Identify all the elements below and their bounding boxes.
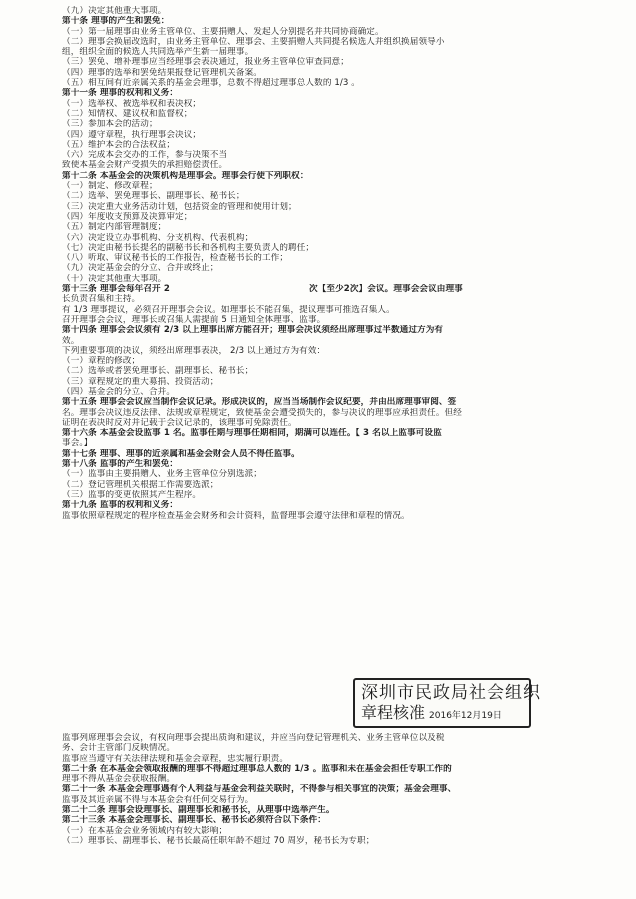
text-line: 下列重要事项的决议，须经出席理事表决， 2/3 以上通过方为有效： (62, 345, 326, 356)
text-line: 长负责召集和主持。 (62, 294, 141, 305)
stamp-date: 2016年12月19日 (429, 711, 502, 721)
text-line: 第二十二条 理事会设理事长、副理事长和秘书长，从理事中选举产生。 (62, 805, 335, 816)
text-line: 致使本基金会财产受损失的承担赔偿责任。 (62, 160, 228, 171)
charter-text-upper (62, 6, 618, 521)
text-line: （十）决定其他重大事项。 (62, 273, 167, 284)
text-line: （八）听取、审议秘书长的工作报告，检查秘书长的工作； (62, 253, 289, 264)
text-line: 第十四条 理事会会议须有 2/3 以上理事出席方能召开；理事会决议须经出席理事过半数通过方为有 (62, 325, 444, 336)
text-line: 第二十一条 本基金会理事遇有个人利益与基金会利益关联时，不得参与相关事宜的决策；基金会理事、 (62, 784, 457, 795)
text-line: 事会。】 (62, 438, 93, 449)
text-line: （一）制定、修改章程； (62, 181, 158, 192)
charter-text-lower (62, 733, 618, 846)
text-line: 第十五条 理事会会议应当制作会议记录。形成决议的，应当当场制作会议纪要，并由出席理事审阅、签 (62, 397, 457, 408)
text-line: 第十九条 监事的权利和义务： (62, 500, 179, 511)
text-line: （二）登记管理机关根据工作需要选派； (62, 479, 219, 490)
text-line: 第二十条 在本基金会领取报酬的理事不得超过理事总人数的 1/3 。监事和未在基金会担任专职工作的 (62, 763, 452, 774)
text-line: 有 1/3 理事提议，必须召开理事会会议。如理事长不能召集，提议理事可推选召集人。 (62, 304, 395, 315)
text-line: 效。 (62, 335, 80, 346)
text-line: 第十六条 本基金会设监事 1 名。监事任期与理事任期相同，期满可以连任。【 3 名以上监事可设监 (62, 428, 442, 439)
text-line: （四）理事的选举和罢免结果报登记管理机关备案。 (62, 67, 262, 78)
text-line: 第十八条 监事的产生和罢免： (62, 459, 179, 470)
text-line: 名。理事会决议违反法律、法规或章程规定，致使基金会遭受损失的，参与决议的理事应承担责任。但经 (62, 407, 462, 418)
text-line: （二）理事长、副理事长、秘书长最高任职年龄不超过 70 周岁，秘书长为专职； (62, 835, 375, 846)
text-line: （一）监事由主要捐赠人、业务主管单位分别选派； (62, 469, 262, 480)
text-line: 监事依照章程规定的程序检查基金会财务和会计资料，监督理事会遵守法律和章程的情况。 (62, 510, 410, 521)
text-line: 理事不得从基金会获取报酬。 (62, 774, 176, 785)
text-line: （四）遵守章程，执行理事会决议； (62, 129, 202, 140)
stamp-line-2 (361, 703, 523, 726)
text-line: （二）选举或者罢免理事长、副理事长、秘书长； (62, 366, 254, 377)
text-line: （四）年度收支预算及决算审定； (62, 211, 193, 222)
text-line: 第十一条 理事的权利和义务： (62, 88, 179, 99)
text-line: （四）基金会的分立、合并。 (62, 386, 176, 397)
text-line: 第二十三条 本基金会理事长、副理事长、秘书长必须符合以下条件： (62, 815, 326, 826)
text-line: （九）决定其他重大事项。 (62, 6, 167, 16)
text-line: （七）决定由秘书长提名的副秘书长和各机构主要负责人的聘任； (62, 242, 315, 253)
text-line: （六）决定设立办事机构、分支机构、代表机构； (62, 232, 254, 243)
text-line: （一）选举权、被选举权和表决权； (62, 98, 202, 109)
text-line: （三）监事的变更依照其产生程序。 (62, 489, 202, 500)
text-line: （三）罢免、增补理事应当经理事会表决通过，报业务主管单位审查同意； (62, 57, 349, 68)
text-line: （三）参加本会的活动； (62, 119, 158, 130)
text-line: 务、会计主管部门反映情况。 (62, 743, 176, 754)
text-line: 证明在表决时反对并记载于会议记录的，该理事可免除责任。 (62, 417, 297, 428)
text-line: 监事及其近亲属不得与本基金会有任何交易行为。 (62, 794, 254, 805)
text-line: 组，组织全面的候选人共同选举产生新一届理事。 (62, 47, 254, 58)
text-line: 监事列席理事会会议，有权向理事会提出质询和建议，并应当向登记管理机关、业务主管单位以及税 (62, 733, 445, 743)
text-line: （三）章程规定的重大募捐、投资活动； (62, 376, 219, 387)
text-line: （五）维护本会的合法权益； (62, 139, 176, 150)
text-line: （一）在本基金会业务领域内有较大影响； (62, 825, 228, 836)
text-line: （六）完成本会交办的工作，参与决策不当 (62, 150, 228, 161)
text-line: 第十条 理事的产生和罢免： (62, 16, 170, 27)
text-line: （三）决定重大业务活动计划，包括资金的管理和使用计划； (62, 201, 297, 212)
text-line: 监事应当遵守有关法律法规和基金会章程，忠实履行职责。 (62, 753, 289, 764)
text-line: （五）制定内部管理制度； (62, 222, 167, 233)
approval-stamp (353, 678, 541, 728)
text-line: （二）理事会换届改选时，由业务主管单位、理事会、主要捐赠人共同提名候选人并组织换届领导小 (62, 36, 445, 47)
stamp-line-1: 深圳市民政局社会组织 (361, 683, 541, 703)
text-line: 召开理事会会议，理事长或召集人需提前 5 日通知全体理事、监事。 (62, 314, 326, 325)
text-line: （五）相互间有近亲属关系的基金会理事，总数不得超过理事总人数的 1/3 。 (62, 78, 360, 89)
text-line: 第十三条 理事会每年召开 2 次【至少2次】会议。理事会会议由理事 (62, 284, 463, 295)
text-line: （九）决定基金会的分立、合并或终止； (62, 263, 219, 274)
text-line: （二）知情权、建议权和监督权； (62, 108, 193, 119)
text-line: 第十七条 理事、理事的近亲属和基金会财会人员不得任监事。 (62, 448, 300, 459)
text-line: （一）章程的修改； (62, 356, 141, 367)
text-line: （一）第一届理事由业务主管单位、主要捐赠人、发起人分别提名并共同协商确定。 (62, 26, 384, 37)
stamp-label: 章程核准 (361, 703, 426, 722)
text-line: （二）选举、罢免理事长、副理事长、秘书长； (62, 191, 245, 202)
text-line: 第十二条 本基金会的决策机构是理事会。理事会行使下列职权： (62, 170, 309, 181)
